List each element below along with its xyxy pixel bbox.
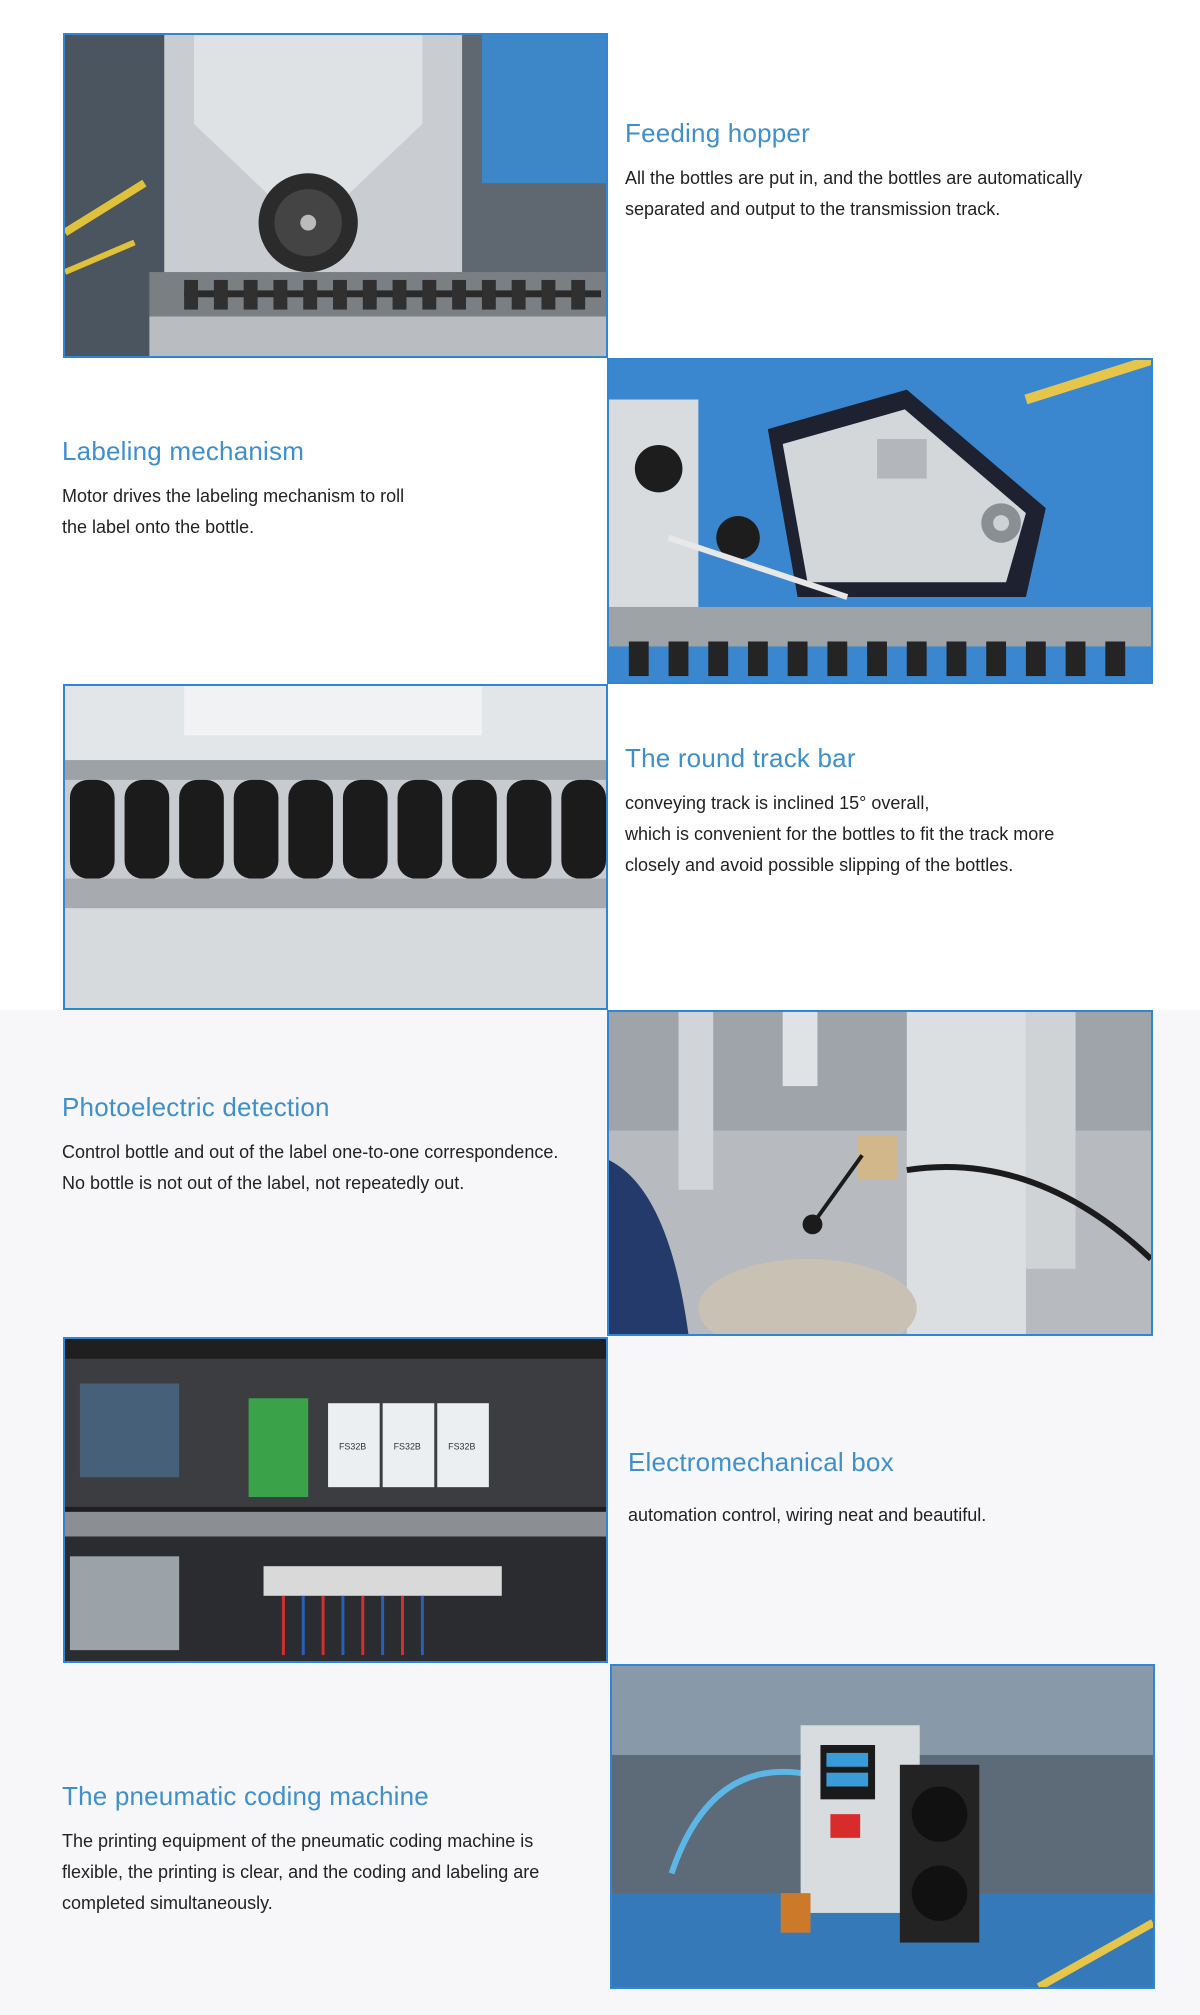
section-title: The round track bar — [625, 743, 856, 773]
module-label: FS32B — [338, 1441, 367, 1452]
section-title: Feeding hopper — [625, 118, 810, 148]
description-line: closely and avoid possible slipping of the bottles. — [625, 855, 1014, 875]
section-title: The pneumatic coding machine — [62, 1781, 429, 1811]
photoelectric-detection-photo — [607, 1010, 1153, 1336]
description-line: Motor drives the labeling mechanism to roll — [62, 486, 405, 506]
description-line: automation control, wiring neat and beautiful. — [628, 1505, 987, 1525]
description-line: the label onto the bottle. — [62, 517, 255, 537]
photoelectric-detection-text — [62, 1092, 622, 1199]
description-line: All the bottles are put in, and the bottles are automatically — [625, 168, 1083, 188]
pneumatic-coding-machine-text — [62, 1781, 607, 1919]
round-track-bar-photo — [63, 684, 608, 1010]
feeding-hopper-text — [625, 118, 1165, 225]
section-description — [62, 1826, 607, 1919]
section-title: Labeling mechanism — [62, 436, 305, 466]
section-description — [625, 788, 1170, 881]
description-line: which is convenient for the bottles to fit the track more — [625, 824, 1055, 844]
section-description — [628, 1500, 1168, 1531]
description-line: No bottle is not out of the label, not repeatedly out. — [62, 1173, 465, 1193]
section-description — [62, 481, 582, 543]
description-line: separated and output to the transmission track. — [625, 199, 1001, 219]
electromechanical-box-text — [628, 1447, 1168, 1531]
pneumatic-coding-machine-photo — [610, 1664, 1155, 1989]
electromechanical-box-photo — [63, 1337, 608, 1663]
module-label: FS32B — [448, 1441, 476, 1452]
labeling-mechanism-text — [62, 436, 582, 543]
module-label: FS32B — [393, 1441, 421, 1452]
description-line: flexible, the printing is clear, and the coding and labeling are — [62, 1862, 540, 1882]
description-line: The printing equipment of the pneumatic coding machine is — [62, 1831, 534, 1851]
section-description — [625, 163, 1165, 225]
description-line: Control bottle and out of the label one-to-one correspondence. — [62, 1142, 559, 1162]
section-title: Photoelectric detection — [62, 1092, 330, 1122]
description-line: conveying track is inclined 15° overall, — [625, 793, 930, 813]
feeding-hopper-photo — [63, 33, 608, 358]
round-track-bar-text — [625, 743, 1170, 881]
section-title: Electromechanical box — [628, 1447, 894, 1477]
section-description — [62, 1137, 622, 1199]
description-line: completed simultaneously. — [62, 1893, 273, 1913]
labeling-mechanism-photo — [607, 358, 1153, 684]
